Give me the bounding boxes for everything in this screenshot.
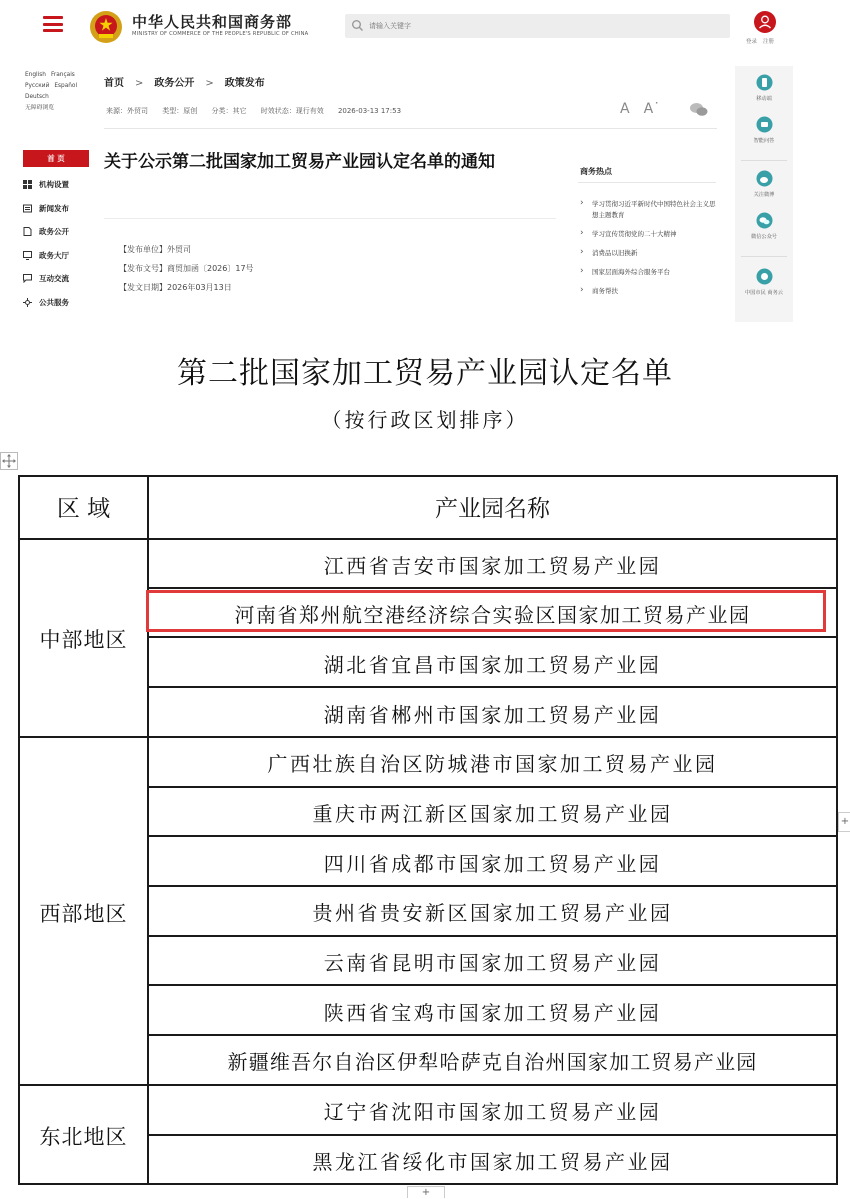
news-icon <box>23 204 32 213</box>
meta-datetime: 2026-03-13 17:53 <box>337 107 402 115</box>
park-name-cell: 湖南省郴州市国家加工贸易产业园 <box>323 703 662 727</box>
article-info <box>119 240 254 297</box>
font-increase-button[interactable]: A˙ <box>643 101 661 117</box>
table-border <box>18 475 20 1185</box>
sidebar-item-news[interactable] <box>23 197 89 221</box>
lang-english[interactable]: English <box>25 72 46 78</box>
sidebar-item-label: 新闻发布 <box>39 203 69 213</box>
park-name-cell: 新疆维吾尔自治区伊犁哈萨克自治州国家加工贸易产业园 <box>227 1050 758 1074</box>
float-toolbar <box>735 66 793 322</box>
table-border <box>148 835 838 837</box>
monitor-icon <box>23 251 32 260</box>
sidebar-item-label: 公共服务 <box>39 297 69 307</box>
national-emblem-icon <box>89 10 123 44</box>
document-subtitle: （按行政区划排序） <box>321 408 529 432</box>
search-icon[interactable] <box>351 19 364 32</box>
info-issuer: 【发布单位】外贸司 <box>119 245 191 254</box>
breadcrumb <box>104 74 265 89</box>
table-border <box>18 1183 838 1185</box>
table-border <box>148 984 838 986</box>
divider <box>741 256 787 257</box>
table-border <box>148 885 838 887</box>
user-avatar-icon[interactable] <box>754 11 776 33</box>
park-name-cell: 四川省成都市国家加工贸易产业园 <box>323 852 662 876</box>
sidebar-item-government-affairs[interactable] <box>23 220 89 244</box>
site-header <box>0 0 850 58</box>
sidebar-item-organization[interactable] <box>23 173 89 197</box>
wechat-share-icon[interactable] <box>689 102 708 117</box>
park-name-cell: 河南省郑州航空港经济综合实验区国家加工贸易产业园 <box>234 603 751 627</box>
table-move-handle-icon[interactable] <box>0 452 18 470</box>
float-item-label: 关注微博 <box>753 192 775 198</box>
accessibility-link[interactable]: 无障碍浏览 <box>25 105 54 111</box>
table-border <box>18 1084 838 1086</box>
article-meta <box>106 106 413 116</box>
font-decrease-button[interactable]: A <box>620 101 630 117</box>
region-central: 中部地区 <box>39 628 128 652</box>
hot-topic-item[interactable]: › 学习宣传贯彻党的二十大精神 <box>580 229 720 240</box>
table-header-park-name: 产业园名称 <box>435 496 550 522</box>
park-name-cell: 黑龙江省绥化市国家加工贸易产业园 <box>312 1150 673 1174</box>
lang-russian[interactable]: Русский <box>25 83 50 89</box>
breadcrumb-government-affairs[interactable]: 政务公开 <box>154 78 195 89</box>
wechat-account-button[interactable] <box>735 212 793 240</box>
region-northeast: 东北地区 <box>39 1125 128 1149</box>
table-border <box>18 736 838 738</box>
table-border <box>148 686 838 688</box>
breadcrumb-home[interactable]: 首页 <box>104 78 124 89</box>
table-header-region: 区 域 <box>56 496 111 522</box>
mobile-icon <box>756 74 773 91</box>
breadcrumb-policy-release[interactable]: 政策发布 <box>224 78 265 89</box>
breadcrumb-separator: > <box>205 78 214 89</box>
language-list <box>25 70 87 114</box>
table-border <box>147 475 149 1185</box>
table-border <box>148 786 838 788</box>
cloud-icon <box>756 268 773 285</box>
meta-category: 分类：其它 <box>211 107 247 115</box>
table-border <box>148 636 838 638</box>
chat-icon <box>23 274 32 283</box>
cloud-service-button[interactable] <box>735 268 793 296</box>
add-column-button[interactable]: + <box>838 812 850 832</box>
register-link[interactable]: 注册 <box>763 39 775 45</box>
hot-topics-title: 商务热点 <box>580 167 612 176</box>
park-name-cell: 湖北省宜昌市国家加工贸易产业园 <box>323 653 662 677</box>
document-icon <box>23 227 32 236</box>
font-size-tools <box>620 101 674 117</box>
float-item-label: 中国市民 商务云 <box>745 290 783 296</box>
meta-source: 来源：外贸司 <box>106 107 148 115</box>
sidebar-item-label: 政务公开 <box>39 227 69 237</box>
hot-topic-item[interactable]: › 消费品以旧换新 <box>580 248 720 259</box>
wechat-icon <box>756 212 773 229</box>
sidebar-item-public-service[interactable] <box>23 291 89 315</box>
table-border <box>148 587 838 589</box>
breadcrumb-separator: > <box>135 78 144 89</box>
hot-topic-item[interactable]: › 商务帮扶 <box>580 286 720 297</box>
meta-status: 时效状态：现行有效 <box>260 107 324 115</box>
info-issue-date: 【发文日期】2026年03月13日 <box>119 283 232 292</box>
hot-topics-list <box>580 199 720 305</box>
sidebar-item-label: 互动交流 <box>39 274 69 284</box>
document-title: 第二批国家加工贸易产业园认定名单 <box>177 356 673 391</box>
meta-type: 类型：原创 <box>162 107 198 115</box>
float-item-label: 智能问答 <box>753 138 775 144</box>
table-border <box>18 538 838 540</box>
table-border <box>18 475 838 477</box>
divider <box>104 218 556 219</box>
article-title: 关于公示第二批国家加工贸易产业园认定名单的通知 <box>104 152 495 172</box>
park-name-cell: 陕西省宝鸡市国家加工贸易产业园 <box>323 1001 662 1025</box>
grid-icon <box>23 180 32 189</box>
float-item-label: 移动端 <box>756 96 772 102</box>
highlight-box <box>146 590 826 632</box>
side-nav <box>23 150 89 314</box>
weibo-button[interactable] <box>735 170 793 198</box>
login-link[interactable]: 登录 <box>746 39 758 45</box>
sidebar-item-service-hall[interactable] <box>23 244 89 268</box>
menu-icon[interactable] <box>43 16 63 32</box>
sidebar-item-label: 机构设置 <box>39 180 69 190</box>
park-name-cell: 贵州省贵安新区国家加工贸易产业园 <box>312 901 673 925</box>
divider <box>104 128 717 129</box>
user-links <box>746 37 780 45</box>
hot-topic-item[interactable]: › 国家层面海外综合服务平台 <box>580 267 720 278</box>
lang-german[interactable]: Deutsch <box>25 94 49 100</box>
park-name-cell: 重庆市两江新区国家加工贸易产业园 <box>312 802 673 826</box>
weibo-icon <box>756 170 773 187</box>
sidebar-item-label: 政务大厅 <box>39 250 69 260</box>
park-name-cell: 广西壮族自治区防城港市国家加工贸易产业园 <box>267 752 718 776</box>
lang-spanish[interactable]: Español <box>54 83 78 89</box>
robot-icon <box>756 116 773 133</box>
smart-qa-button[interactable] <box>735 116 793 144</box>
settings-icon <box>23 298 32 307</box>
hot-topic-item[interactable]: › 学习贯彻习近平新时代中国特色社会主义思想主题教育 <box>580 199 720 221</box>
table-border <box>148 935 838 937</box>
sidebar-item-label: 首 页 <box>47 154 65 163</box>
sidebar-item-home[interactable] <box>23 150 89 167</box>
lang-french[interactable]: Français <box>50 72 75 78</box>
mobile-button[interactable] <box>735 74 793 102</box>
divider <box>578 182 716 183</box>
divider <box>741 160 787 161</box>
info-doc-number: 【发布文号】商贸加函〔2026〕17号 <box>119 264 254 273</box>
sidebar-item-interaction[interactable] <box>23 267 89 291</box>
add-row-button[interactable]: + <box>407 1186 445 1198</box>
region-western: 西部地区 <box>39 902 128 926</box>
table-border <box>148 1034 838 1036</box>
search-box[interactable] <box>345 14 730 38</box>
park-name-cell: 云南省昆明市国家加工贸易产业园 <box>323 951 662 975</box>
search-input[interactable] <box>369 17 709 35</box>
site-title[interactable]: 中华人民共和国商务部 <box>132 13 293 31</box>
park-name-cell: 江西省吉安市国家加工贸易产业园 <box>323 554 662 578</box>
float-item-label: 微信公众号 <box>751 234 777 240</box>
park-name-cell: 辽宁省沈阳市国家加工贸易产业园 <box>323 1100 662 1124</box>
table-border <box>148 1134 838 1136</box>
site-subtitle: MINISTRY OF COMMERCE OF THE PEOPLE'S REPUBLIC OF CHINA <box>132 31 309 37</box>
